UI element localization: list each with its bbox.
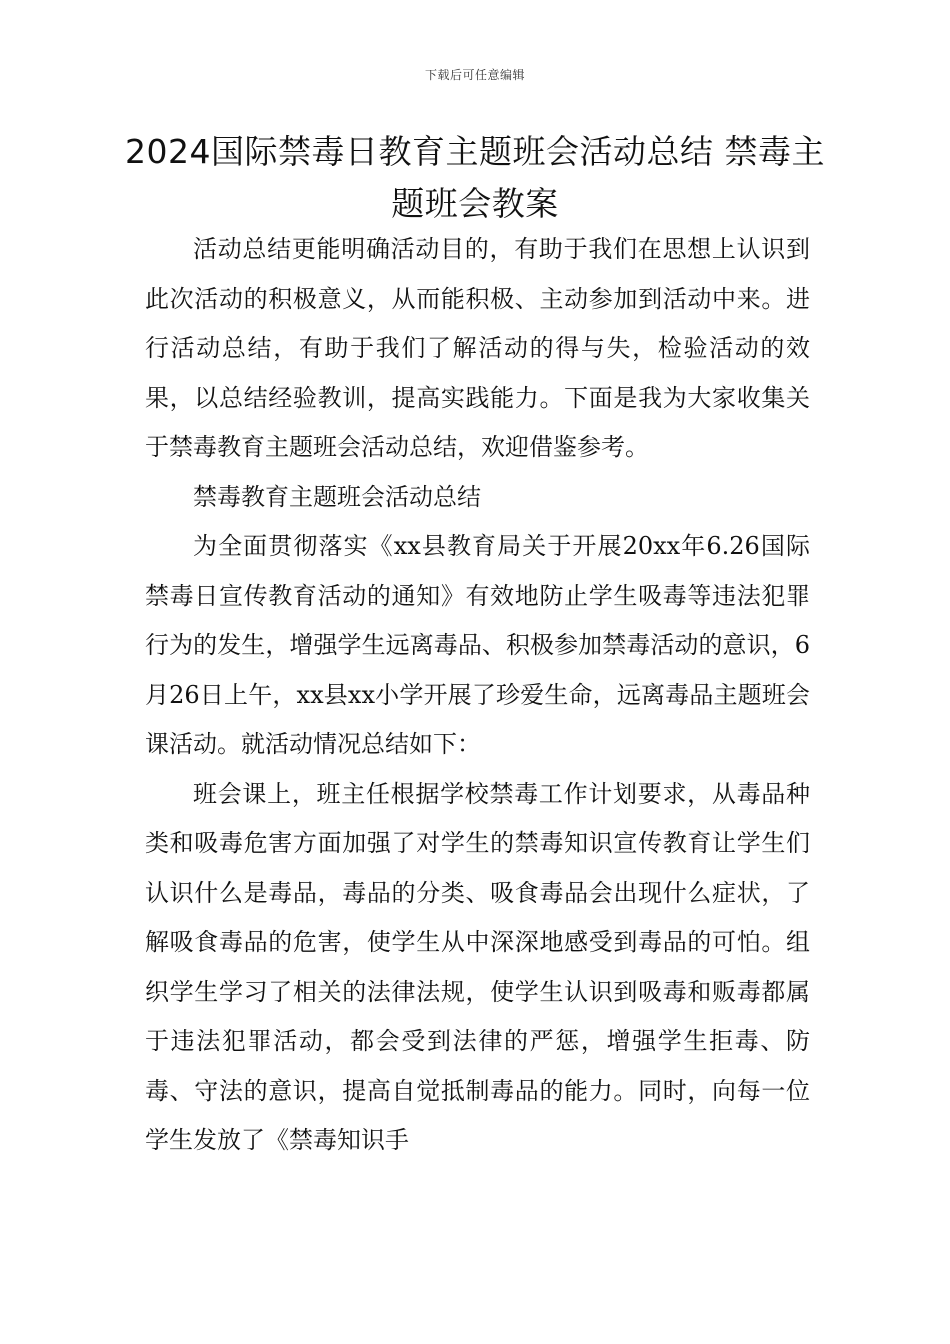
- header-note: 下载后可任意编辑: [424, 68, 525, 82]
- body-paragraph: 班会课上，班主任根据学校禁毒工作计划要求，从毒品种类和吸毒危害方面加强了对学生的禁毒知识宣传教育让学生们认识什么是毒品，毒品的分类、吸食毒品会出现什么症状，了解吸食毒品的危害，使学生从中深深地感受到毒品的可怕。组织学生学习了相关的法律法规，使学生认识到吸毒和贩毒都属于违法犯罪活动，都会受到法律的严惩，增强学生拒毒、防毒、守法的意识，提高自觉抵制毒品的能力。同时，向每一位学生发放了《禁毒知识手: [145, 779, 810, 1154]
- section-heading: 禁毒教育主题班会活动总结: [193, 482, 481, 511]
- document-title: 2024国际禁毒日教育主题班会活动总结 禁毒主题班会教案: [125, 132, 825, 223]
- body-paragraph: 为全面贯彻落实《xx县教育局关于开展20xx年6.26国际禁毒日宣传教育活动的通知》有效地防止学生吸毒等违法犯罪行为的发生，增强学生远离毒品、积极参加禁毒活动的意识，6月26日上午，xx县xx小学开展了珍爱生命，远离毒品主题班会课活动。就活动情况总结如下：: [145, 532, 810, 758]
- intro-paragraph: 活动总结更能明确活动目的，有助于我们在思想上认识到此次活动的积极意义，从而能积极、主动参加到活动中来。进行活动总结，有助于我们了解活动的得与失，检验活动的效果，以总结经验教训，提高实践能力。下面是我为大家收集关于禁毒教育主题班会活动总结，欢迎借鉴参考。: [145, 235, 810, 461]
- document-body: [145, 225, 810, 1166]
